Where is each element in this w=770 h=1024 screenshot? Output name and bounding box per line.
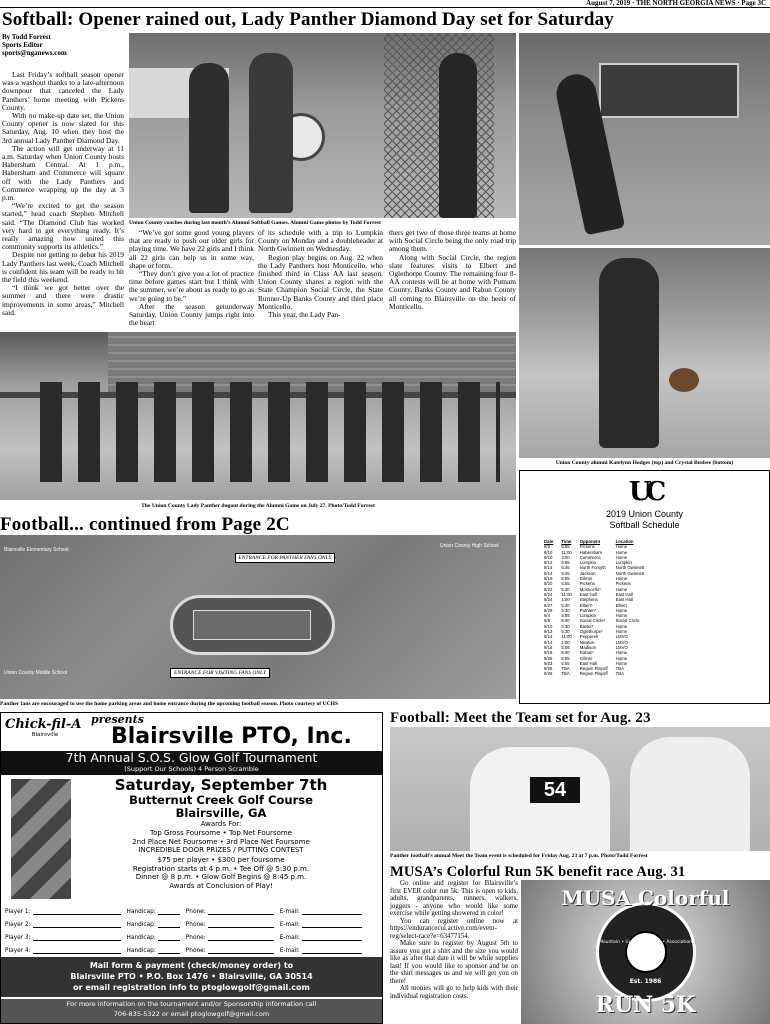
date-cell: 8/12 <box>544 560 553 566</box>
location-cell: Home <box>615 613 628 619</box>
player-row <box>5 909 362 915</box>
article-paragraph: Despite not getting to debut his 2019 Lady Panthers last week, Coach Mitchell is confident his team will be ready to hit the field this weekend. <box>2 250 124 285</box>
article-paragraph: All monies will go to help kids with their individual registration costs. <box>390 985 518 1000</box>
softball-col2 <box>129 229 254 327</box>
football-stadium <box>170 595 335 655</box>
opponent-cell: Pickens <box>579 544 595 550</box>
coach-figure <box>249 53 293 213</box>
opponent-cell: Stephens <box>579 597 598 603</box>
article-paragraph: “We’re excited to get the season started,” head coach Stephen Mitchell said. “The Diamond Club has worked very hard to get everything ready. It’s really amazing how united this community supports its athletics.” <box>2 201 124 252</box>
handicap-label: Handicap: <box>126 922 156 928</box>
article-paragraph: You can register online now at https://endurancecui.active.com/event-reg/select-race?e=63477154. <box>390 917 518 940</box>
opponent-cell: Lumpkin <box>579 560 597 566</box>
location-cell: Home <box>615 607 628 613</box>
time-cell: 5:55 <box>561 613 570 619</box>
opponent-cell: Newton <box>579 639 595 645</box>
softball-col1 <box>2 33 124 317</box>
location-cell: Home <box>615 650 628 656</box>
location-cell: Home <box>615 586 628 592</box>
busbee-photo <box>519 248 770 458</box>
location-cell: LMVO <box>615 644 628 650</box>
meet-team-photo <box>390 727 770 851</box>
location-cell: Home <box>615 660 628 666</box>
article-paragraph: Along with Social Circle, the region slate features visits to Elbert and Oglethorpe County. The remaining four 8-AA contests will be at home with Putnam County, Banks County and Rabun County all coming to Blairsville on the heels of Monticello. <box>389 252 516 311</box>
time-cell: 5:30 <box>561 602 570 608</box>
right-photo-caption: Union County alumni Katelynn Hodges (top) and Crystal Busbee (bottom) <box>555 460 734 466</box>
time-cell: 1:00 <box>561 597 570 603</box>
uc-logo: UC <box>628 477 661 507</box>
location-cell: Elbert <box>615 602 627 608</box>
time-cell: 1:00 <box>561 639 570 645</box>
opponent-cell: Social Circle* <box>579 618 606 624</box>
golf-tournament-ad <box>0 712 383 1024</box>
softball-headline: Softball: Opener rained out, Lady Panther Diamond Day set for Saturday <box>2 9 615 30</box>
meet-team-headline: Football: Meet the Team set for Aug. 23 <box>390 710 651 726</box>
byline: By Todd Forrest Sports Editor sports@nganews.com <box>2 33 67 57</box>
article-paragraph: Make sure to register by August 5th to assure you get a shirt and the size you would like as after that date it will be while supplies last! If you would like to sponsor and be on the shirt messages us and we will get you on there! <box>390 940 518 985</box>
time-cell: TBA <box>561 666 570 672</box>
date-cell: 8/27 <box>544 602 553 608</box>
date-cell: 8/24 <box>544 597 553 603</box>
col-location: Location <box>615 539 634 544</box>
visiting-fans-entrance-label: ENTRANCE FOR VISITING FANS ONLY <box>170 668 270 678</box>
date-cell: 9/19 <box>544 650 553 656</box>
opponent-cell: Gilmer <box>579 655 593 661</box>
player-jersey <box>630 737 750 851</box>
date-cell: 8/10 <box>544 554 553 560</box>
article-paragraph: “We’ve got some good young players that are ready to push our older girls for playing time. We have 22 girls and I think all 22 girls can help us in some way, shape or form. <box>129 228 254 270</box>
opponent-cell: Region Playoff <box>579 671 608 677</box>
softball-col3 <box>258 229 383 319</box>
blank-field[interactable] <box>33 948 121 954</box>
date-cell: 8/29 <box>544 607 553 613</box>
article-paragraph: “I think we got better over the summer and there were drastic improvements in some areas,” Mitchell said. <box>2 283 124 317</box>
football-map-caption: Panther fans are encouraged to use the home parking areas and home entrance during the upcoming football season. Photo courtesy of UCHS <box>0 701 339 707</box>
time-cell: 5:55 <box>561 544 570 550</box>
blank-field[interactable] <box>33 922 121 928</box>
player-label: Player 1: <box>5 909 31 915</box>
hodges-photo <box>519 33 770 245</box>
blank-field[interactable] <box>208 922 274 928</box>
player-row <box>5 948 362 954</box>
time-cell: 5:30 <box>561 618 570 624</box>
date-cell: 9/12 <box>544 629 553 635</box>
location-cell: Home <box>615 549 628 555</box>
player-jersey <box>470 747 610 851</box>
col-opponent: Opponent <box>579 539 601 544</box>
time-cell: 5:55 <box>561 560 570 566</box>
blank-field[interactable] <box>302 935 362 941</box>
date-cell: 8/14 <box>544 565 553 571</box>
opponent-cell: Rabun* <box>579 650 595 656</box>
opponent-cell: East Hall <box>579 591 597 597</box>
schedule-title: 2019 Union County Softball Schedule <box>605 509 684 530</box>
musa-article <box>390 880 518 1000</box>
meet-team-caption: Panther football’s annual Meet the Team event is scheduled for Friday Aug. 23 at 7 p.m. Photo/Todd Forrest <box>390 853 648 859</box>
campus-aerial-map <box>0 535 516 699</box>
location-cell: TBA <box>615 671 624 677</box>
location-cell: Home <box>615 629 628 635</box>
handicap-label: Handicap: <box>126 948 156 954</box>
chick-fil-a-logo: Chick-fil-A Blairsville <box>5 717 82 738</box>
time-cell: 5:30 <box>561 586 570 592</box>
map-tag: Union County Middle School <box>4 670 68 676</box>
date-cell: 8/20 <box>544 581 553 587</box>
email-label: E-mail: <box>279 909 300 915</box>
article-paragraph: After the season getunderway Saturday, Union County jumps right into the heart <box>129 301 254 328</box>
dugout-caption: The Union County Lady Panther dugout during the Alumni Game on July 27. Photo/Todd Forrest <box>141 503 375 509</box>
date-cell: 8/14 <box>544 570 553 576</box>
location-cell: Social Circle <box>615 618 640 624</box>
page-header: August 7, 2019 · THE NORTH GEORGIA NEWS · Page 3C <box>0 0 770 8</box>
date-cell: 8/19 <box>544 576 553 582</box>
soccer-ball-icon <box>625 931 667 973</box>
location-cell: East Hall <box>615 591 633 597</box>
blank-field[interactable] <box>208 948 274 954</box>
softball-col4 <box>389 229 516 311</box>
date-cell: 9/5 <box>544 618 550 624</box>
info-bar: For more information on the tournament and/or Sponsorship information call 706-835-5322 or email ptoglowgolf@gmail.com <box>1 999 382 1023</box>
musa-logo-ring <box>596 902 696 1002</box>
player-figure <box>599 258 659 448</box>
phone-label: Phone: <box>185 922 206 928</box>
article-paragraph: of its schedule with a trip to Lumpkin County on Monday and a doubleheader at North Gwinnett on Wednesday. <box>258 228 383 254</box>
date-cell: 8/10 <box>544 549 553 555</box>
date-cell: 9/25 <box>544 666 553 672</box>
jersey-number: 54 <box>530 777 580 803</box>
time-cell: 5:55 <box>561 644 570 650</box>
opponent-cell: Habersham <box>579 549 602 555</box>
time-cell: 5:55 <box>561 581 570 587</box>
opponent-cell: Pickens <box>579 581 595 587</box>
player-row <box>5 935 362 941</box>
phone-label: Phone: <box>185 948 206 954</box>
article-paragraph: Go online and register for Blairsville’s first EVER color run 5k. This is open to kids, adults, grandparents, runners, walkers, joggers - anyone who would like some exercise while getting showered in color! <box>390 880 518 917</box>
org-title: Blairsville PTO, Inc. <box>111 724 352 749</box>
date-cell: 9/23 <box>544 660 553 666</box>
handicap-label: Handicap: <box>126 935 156 941</box>
location-cell: North Gwinnett <box>615 570 645 576</box>
opponent-cell: North Forsyth <box>579 565 606 571</box>
softball-schedule <box>519 470 770 704</box>
map-tag: Union County High School <box>440 543 499 549</box>
opponent-cell: Monticello* <box>579 586 601 592</box>
article-paragraph: This year, the Lady Pan- <box>268 310 341 320</box>
region-champions-sign <box>599 63 739 118</box>
time-cell: 3:00 <box>561 554 570 560</box>
blank-field[interactable] <box>33 935 121 941</box>
musa-headline: MUSA’s Colorful Run 5K benefit race Aug. 31 <box>390 864 686 880</box>
blank-field[interactable] <box>302 922 362 928</box>
time-cell: 5:55 <box>561 660 570 666</box>
time-cell: 5:30 <box>561 650 570 656</box>
football-headline: Football... continued from Page 2C <box>0 514 290 535</box>
time-cell: 5:55 <box>561 655 570 661</box>
opponent-cell: East Hall <box>579 660 597 666</box>
blank-field[interactable] <box>158 909 180 915</box>
coach-figure <box>189 63 229 213</box>
glove <box>669 368 699 392</box>
schedule-row <box>540 671 648 676</box>
article-paragraph: “They don’t give you a lot of practice time before games start but I think with the summer, we’re about as ready to go as we’re going to be.” <box>129 269 254 303</box>
col-time: Time <box>561 539 572 544</box>
musa-logo <box>521 880 770 1024</box>
handicap-label: Handicap: <box>126 909 156 915</box>
location-cell: Home <box>615 623 628 629</box>
blank-field[interactable] <box>302 909 362 915</box>
article-paragraph: The action will get underway at 11 a.m. Saturday when Union County hosts Habersham Central. At 1 p.m., Habersham and Commerce will square off with the Lady Panthers and Commerce wrapping up the day at 3 p.m. <box>2 143 124 203</box>
time-cell: 11:00 <box>561 549 572 555</box>
date-cell: 9/10 <box>544 623 553 629</box>
presents-label: presents <box>91 713 144 726</box>
article-paragraph: thers get two of those three teams at home with Social Circle being the only road trip among them. <box>389 228 516 254</box>
player-label: Player 4: <box>5 948 31 954</box>
time-cell: 11:00 <box>561 591 572 597</box>
schedule-table <box>540 539 648 677</box>
blank-field[interactable] <box>158 935 180 941</box>
blank-field[interactable] <box>208 909 274 915</box>
opponent-cell: Jackson <box>579 570 596 576</box>
col-date: Date <box>544 539 554 544</box>
date-cell: 9/14 <box>544 639 553 645</box>
time-cell: 5:30 <box>561 623 570 629</box>
location-cell: LMVO <box>615 639 628 645</box>
opponent-cell: Elbert* <box>579 602 593 608</box>
event-details: Saturday, September 7th Butternut Creek Golf Course Blairsville, GA Awards For: Top Gross Foursome • Top Net Foursome 2nd Place Net Foursome • 3rd Place Net Foursome INCREDIBLE DOOR PRIZES / PUTTING CONTEST $75 per player • $300 per foursome Registration starts at 4 p.m. • Tee Off @ 5:30 p.m. Dinner @ 8 p.m. • Glow Golf Begins @ 8:45 p.m. Awards at Conclusion of Play! <box>114 776 328 890</box>
time-cell: 5:45 <box>561 565 570 571</box>
opponent-cell: Gilmer <box>579 576 593 582</box>
musa-logo-est: Est. 1986 <box>629 978 662 985</box>
musa-logo-bottom: RUN 5K <box>595 992 696 1018</box>
event-bar: 7th Annual S.O.S. Glow Golf Tournament (Support Our Schools) 4 Person Scramble <box>1 751 382 775</box>
dugout-photo <box>0 332 516 500</box>
location-cell: North Gwinnett <box>615 565 645 571</box>
time-cell: TBA <box>561 671 570 677</box>
location-cell: Pickens <box>615 581 631 587</box>
musa-logo-top: MUSA Colorful <box>561 886 730 910</box>
opponent-cell: Madison <box>579 644 597 650</box>
opponent-cell: Commerce <box>579 554 601 560</box>
coach-figure <box>439 53 477 218</box>
opponent-cell: Region Playoff <box>579 666 608 672</box>
phone-label: Phone: <box>185 909 206 915</box>
blank-field[interactable] <box>158 948 180 954</box>
location-cell: East Hall <box>615 597 633 603</box>
date-cell: 9/14 <box>544 634 553 640</box>
time-cell: 5:30 <box>561 629 570 635</box>
time-cell: 5:55 <box>561 576 570 582</box>
time-cell: 5:30 <box>561 607 570 613</box>
opponent-cell: Pepperell <box>579 634 598 640</box>
opponent-cell: Banks* <box>579 623 594 629</box>
blank-field[interactable] <box>302 948 362 954</box>
email-label: E-mail: <box>279 948 300 954</box>
article-paragraph: Last Friday’s softball season opener was a washout thanks to a late-afternoon downpour that canceled the Lady Panthers’ home meeting with Pickens County. <box>2 70 124 112</box>
opponent-cell: Putnam* <box>579 607 597 613</box>
opponent-cell: Oglethorpe* <box>579 629 603 635</box>
mail-instructions: Mail form & payment (check/money order) to Blairsville PTO • P.O. Box 1476 • Blairsville, GA 30514 or email registration info to ptoglowgolf@gmail.com <box>1 957 382 997</box>
phone-label: Phone: <box>185 935 206 941</box>
musa-logo-ring-text: Mountain • United • Soccer • Association <box>598 940 693 945</box>
location-cell: Home <box>615 576 628 582</box>
blank-field[interactable] <box>33 909 121 915</box>
players-group <box>40 382 500 482</box>
location-cell: Lumpkin <box>615 560 632 566</box>
date-cell: 9/16 <box>544 644 553 650</box>
time-cell: 5:45 <box>561 570 570 576</box>
date-cell: 8/24 <box>544 591 553 597</box>
time-cell: 11:00 <box>561 634 572 640</box>
blank-field[interactable] <box>208 935 274 941</box>
article-paragraph: Region play begins on Aug. 22 when the Lady Panthers host Monticello, who finished third in Class AA last season. Union County shares a region with the State Champion Social Circle, the State Runner-Up Banks County and third place Monticello. <box>258 252 383 311</box>
location-cell: Home <box>615 554 628 560</box>
coaches-photo <box>129 33 516 218</box>
blank-field[interactable] <box>158 922 180 928</box>
date-cell: 8/22 <box>544 586 553 592</box>
location-cell: LMVO <box>615 634 628 640</box>
email-label: E-mail: <box>279 922 300 928</box>
date-cell: 9/26 <box>544 655 553 661</box>
panther-fans-entrance-label: ENTRANCE FOR PANTHER FANS ONLY <box>235 553 335 563</box>
player-label: Player 2: <box>5 922 31 928</box>
location-cell: TBA <box>615 666 624 672</box>
date-cell: 9/26 <box>544 671 553 677</box>
article-paragraph: With no make-up date set, the Union County opener is now slated for this Saturday, Aug. 10 when they host the 3rd annual Lady Panther Diamond Day. <box>2 111 124 145</box>
location-cell: Home <box>615 544 628 550</box>
coaches-photo-caption: Union County coaches during last month’s Alumni Softball Games. Alumni Game photos by Todd Forrest <box>129 220 381 226</box>
player-label: Player 3: <box>5 935 31 941</box>
player-row <box>5 922 362 928</box>
date-cell: 9/4 <box>544 613 550 619</box>
opponent-cell: Lumpkin <box>579 613 597 619</box>
map-tag: Blairsville Elementary School <box>4 547 69 553</box>
location-cell: Home <box>615 655 628 661</box>
email-label: E-mail: <box>279 935 300 941</box>
date-cell: 8/2 <box>544 544 550 550</box>
